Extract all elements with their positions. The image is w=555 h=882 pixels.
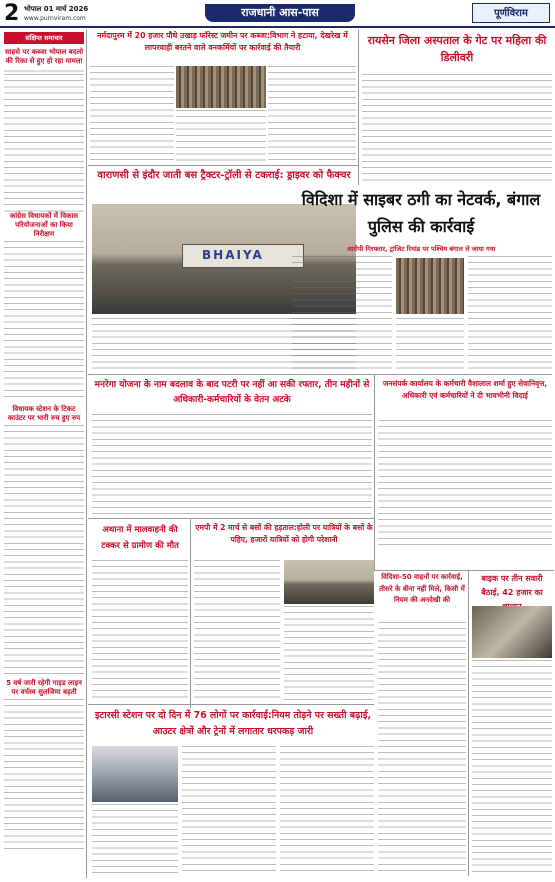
left-story-1-body [4,68,84,208]
page-number: 2 [4,1,20,26]
varanasi-headline: वाराणसी से इंदौर जाती बस ट्रैक्टर-ट्रॉली से टकराई: ड्राइवर को फैक्चर [97,170,351,181]
itarsi-body-col3 [280,746,374,876]
truck-headline: अथाना में मालवाहनी की टक्कर से ग्रामीण की मौत [101,525,179,551]
brand-logo: पूर्णविराम [472,3,550,23]
forest-photo [176,66,266,108]
bus-strike-photo [284,560,374,604]
vidisha-body-col3 [468,256,552,372]
left-story-3-headline: विधायक स्टेशन के टिकट काउंटर पर भारी रुच हुए रुप [7,405,81,422]
itarsi-station-photo [92,746,178,802]
vidisha-body-col1 [292,256,392,372]
left-story-3-body [4,425,84,675]
left-story-1-headline: साहसे पर कब्जा भोपाल बदलो की रिका से हुए हो रहा मामला [4,48,84,65]
mnrega-headline: मनरेगा योजना के नाम बदलाव के बाद पटरी पर नहीं आ सकी रफ्तार, तीन महीनों से अधिकारी-कर्मचारियों के वेतन अटके [94,380,370,405]
itarsi-body-col1 [92,804,178,876]
left-column [4,46,84,866]
raisen-headline: रायसेन जिला अस्पताल के गेट पर महिला की डिलीवरी [367,34,547,64]
itarsi-body-col2 [182,746,276,876]
left-story-4-headline: 5 वर्ष जारी रहेगी गाइड लाइन पर वर्चस्व सुलजिमा बड़ती [6,679,82,696]
dateline: भोपाल 01 मार्च 2026 [24,5,89,13]
website-url[interactable]: www.purnviram.com [24,15,86,22]
mnrega-body [92,414,372,516]
forest-body-col3 [268,66,356,164]
vidisha-body-col2 [396,318,464,372]
brief-news-label: संक्षिप्त समाचार [4,32,84,44]
bike-headline: बाइक पर तीन सवारी बैठाई, 42 हजार का [481,574,543,597]
bus-strike-headline: एमपी में 2 मार्च से बसों की हड़ताल:होली पर यात्रियों के बसों के पहिए, हजारों यात्रियों को होगी परेशानी [195,523,373,544]
forest-body-col1 [90,66,174,164]
left-story-2-body [4,241,84,401]
vidisha-subhead: आरोपी गिरफ्तार, ट्रांजिट रिमांड पर पश्चिम बंगाल ले जाया गया [346,245,496,253]
left-story-4-body [4,699,84,849]
section-title: राजधानी आस-पास [205,4,355,22]
bike-challan-photo [472,606,552,658]
masthead-divider [0,26,555,28]
bus-sign-text: BHAIYA [202,248,264,262]
raisen-body [362,74,552,184]
vidisha-cases-body [378,622,466,872]
janpad-body [378,420,552,550]
left-story-2-headline: कांग्रेस विधायकों में विकास परियोजनाओं का किया निरीक्षण [9,212,79,238]
forest-headline: नर्मदापुरम में 20 हजार पौधे उखाड़ फॉरेस्ट जमीन पर कब्जा:विभाग ने हटाया, देखरेख में लापरवाही बरतने वाले वनकर्मियों पर कार्रवाई की तैयारी [97,31,348,52]
bike-body [472,660,552,872]
forest-body-col2 [176,110,266,164]
bus-strike-body-col2 [284,606,374,700]
itarsi-headline: इटारसी स्टेशन पर दो दिन में 76 लोगों पर कार्रवाई:नियम तोड़ने पर सख्ती बढ़ाई, आउटर क्षेत्रों और ट्रेनों में लगातार धरपकड़ जारी [94,710,372,737]
janpad-headline: जनसंपर्क कार्यालय के कर्मचारी वैशालाल शर्मा हुए सेवानिवृत्त, अधिकारी एवं कर्मचारियों ने दी भावभीनी विदाई [382,379,548,400]
vidisha-cases-headline: विदिशा-50 वाहनों पर कार्रवाई, तीसरे के बीना नहीं मिले, किसी में नियम की अनदेखी की [379,573,465,604]
bus-strike-body-col1 [194,560,280,700]
vidisha-headline: विदिशा में साइबर ठगी का नेटवर्क, बंगाल पुलिस की कार्रवाई [301,190,541,236]
truck-body [92,560,188,700]
vidisha-arrest-photo [396,258,464,314]
